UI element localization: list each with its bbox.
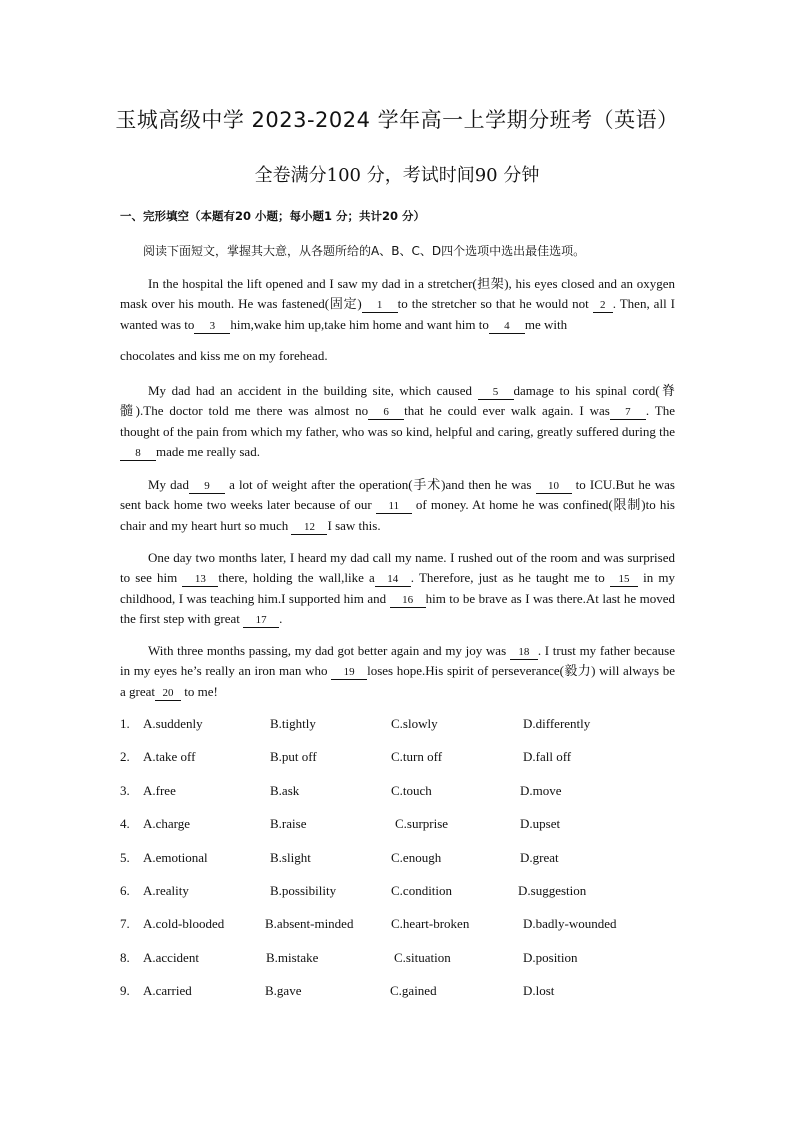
passage-text: chocolates and kiss me on my forehead. [120,348,328,363]
option-row [120,714,720,747]
option-row [120,914,720,947]
passage-text: that he could ever walk again. I was [404,403,610,419]
passage-paragraph-4 [120,548,675,629]
option-c: C.slowly [391,716,438,731]
question-number: 7. [120,916,130,932]
passage-text: me with [524,316,568,332]
blank-6: 6 [368,406,404,420]
option-d: D.badly-wounded [523,916,617,932]
option-a: A.suddenly [143,716,203,731]
option-row [120,848,720,881]
passage-paragraph-2 [120,381,675,462]
passage-text: damage to his spinal cord(脊髓).The doctor told me there was almost no [120,383,676,419]
passage-text: him to be brave as I was there.At last he moved the first step with great [120,590,675,626]
passage-text: . The thought of the pain from which my father, who was so kind, helpful and caring, greatly suffered during the [120,403,675,439]
passage-text: My dad had an accident in the building site, which caused [148,383,478,398]
passage-paragraph-5 [120,641,675,702]
blank-10: 10 [536,480,572,494]
passage-text: him,wake him up,take him home and want him to [230,316,489,332]
option-row [120,948,720,981]
blank-15: 15 [610,573,638,587]
blank-3: 3 [194,320,230,334]
passage-text: With three months passing, my dad got better again and my joy was [148,643,510,658]
option-row [120,781,720,814]
option-d: D.upset [520,816,561,832]
blank-13: 13 [182,573,218,587]
option-a: A.charge [143,816,191,832]
instruction-text: 阅读下面短文，掌握其大意，从各题所给的A、B、C、D四个选项中选出最佳选项。 [143,244,586,258]
blank-5: 5 [478,386,514,400]
option-c: C.surprise [395,816,449,832]
passage-text: . Therefore, just as he taught me to [410,570,610,586]
passage-text: to me! [181,683,218,699]
blank-18: 18 [510,646,538,660]
question-number: 4. [120,816,130,832]
exam-title: 玉城高级中学 2023-2024 学年高一上学期分班考（英语） [115,108,679,132]
option-d: D.great [520,849,559,865]
option-b: B.gave [265,983,302,999]
blank-8: 8 [120,447,156,461]
passage-text: . Then, all I wanted was to [120,296,675,332]
option-d: D.lost [523,983,555,999]
question-number: 1. [120,716,130,731]
passage-text: . [279,610,283,626]
option-b: B.possibility [270,882,337,898]
section-heading: 一、完形填空（本题有20 小题；每小题1 分；共计20 分） [120,209,426,223]
option-d: D.fall off [523,749,572,765]
question-number: 6. [120,882,130,898]
blank-17: 17 [243,614,279,628]
option-b: B.mistake [266,949,319,965]
passage-text: loses hope.His spirit of perseverance(毅力) will always be a great [120,663,675,699]
blank-19: 19 [331,666,367,680]
option-c: C.enough [391,849,442,865]
option-row [120,981,720,1014]
option-a: A.cold-blooded [143,916,225,932]
passage-text: a lot of weight after the operation(手术)and then he was [224,477,536,492]
passage-text: there, holding the wall,like a [218,570,375,586]
option-c: C.turn off [391,749,443,765]
option-d: D.move [520,782,562,798]
option-c: C.touch [391,782,432,798]
blank-12: 12 [291,521,327,535]
blank-11: 11 [376,500,412,514]
question-number: 5. [120,849,130,865]
option-d: D.position [523,949,578,965]
option-a: A.reality [143,882,189,898]
passage-text: of money. At home he was confined(限制)to his chair and my heart hurt so much [120,497,675,533]
passage-text: One day two months later, I heard my dad call my name. I rushed out of the room and was surprised to see him [120,550,675,586]
question-number: 9. [120,983,130,999]
option-d: D.suggestion [518,882,587,898]
option-a: A.take off [143,749,196,765]
option-d: D.differently [523,716,591,731]
blank-2: 2 [593,299,613,313]
blank-16: 16 [390,594,426,608]
blank-20: 20 [155,687,181,701]
passage-text: I saw this. [327,517,381,533]
passage-text: My dad [148,477,189,492]
option-b: B.raise [270,816,307,832]
passage-text: to ICU.But he was sent back home two weeks later because of our [120,477,675,513]
blank-14: 14 [375,573,411,587]
passage-text: in my childhood, I was teaching him.I supported him and [120,570,675,606]
option-row [120,814,720,847]
option-a: A.free [143,782,176,798]
blank-7: 7 [610,406,646,420]
question-number: 2. [120,749,130,765]
option-c: C.situation [394,949,451,965]
option-b: B.absent-minded [265,916,354,932]
passage-paragraph-3 [120,475,675,536]
option-c: C.heart-broken [391,916,470,932]
blank-9: 9 [189,480,225,494]
option-a: A.emotional [143,849,208,865]
option-b: B.ask [270,782,300,798]
passage-paragraph-1 [120,274,675,335]
option-b: B.slight [270,849,311,865]
option-c: C.gained [390,983,437,999]
question-number: 8. [120,949,130,965]
exam-subtitle: 全卷满分100 分，考试时间90 分钟 [254,165,540,186]
passage-text: In the hospital the lift opened and I saw my dad in a stretcher(担架), his eyes closed and an oxygen mask over his mouth. He was fastened(固定) [120,276,675,312]
option-row [120,881,720,914]
option-a: A.accident [143,949,199,965]
passage-text: . I trust my father because in my eyes he’s really an iron man who [120,643,675,679]
option-c: C.condition [391,882,453,898]
question-number: 3. [120,782,130,798]
option-b: B.tightly [270,716,316,731]
blank-4: 4 [489,320,525,334]
option-b: B.put off [270,749,317,765]
passage-text: made me really sad. [156,443,260,459]
option-row [120,747,720,780]
options-list [120,714,720,1015]
option-a: A.carried [143,983,192,999]
passage-text: to the stretcher so that he would not [397,296,593,312]
blank-1: 1 [362,299,398,313]
